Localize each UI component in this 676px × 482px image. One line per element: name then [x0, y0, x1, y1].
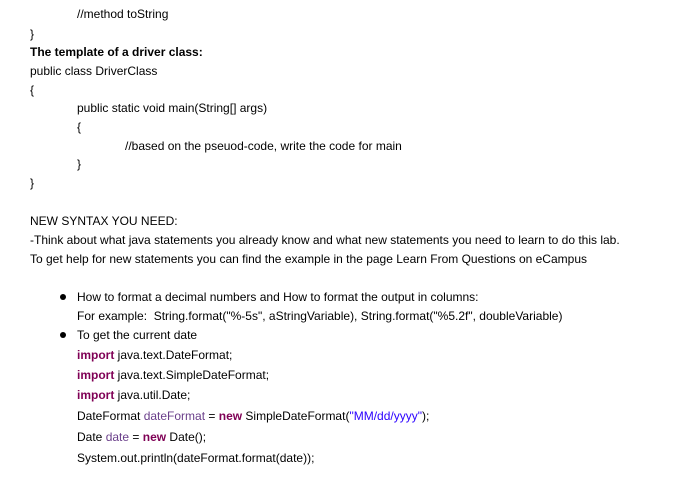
main-close-brace: }: [77, 157, 82, 171]
date-constructor: Date();: [166, 430, 207, 444]
class-close-brace: }: [30, 27, 35, 41]
date-type: Date: [77, 430, 106, 444]
import-date-path: java.util.Date;: [114, 388, 191, 402]
code-import-simpledateformat: [77, 368, 269, 382]
bullet-marker-1: [60, 294, 66, 300]
code-dateformat-assignment: [77, 409, 429, 423]
new-keyword: new: [142, 430, 167, 444]
main-open-brace: {: [77, 120, 82, 134]
driver-class-close-brace: }: [30, 176, 35, 190]
import-simpledateformat-path: java.text.SimpleDateFormat;: [114, 368, 270, 382]
statement-end: );: [421, 409, 430, 423]
bullet-marker-2: [60, 332, 66, 338]
date-variable: date: [105, 430, 130, 444]
date-pattern-string: "MM/dd/yyyy": [349, 409, 422, 423]
code-import-dateformat: [77, 348, 232, 362]
code-import-date: [77, 388, 190, 402]
assign-operator: =: [205, 409, 219, 423]
simpledateformat-constructor: SimpleDateFormat(: [242, 409, 350, 423]
main-body-comment: //based on the pseuod-code, write the code for main: [125, 139, 402, 153]
new-keyword: new: [218, 409, 243, 423]
dateformat-type: DateFormat: [77, 409, 144, 423]
dateformat-variable: dateFormat: [143, 409, 206, 423]
bullet-item-format-example: For example: String.format("%-5s", aStringVariable), String.format("%5.2f", doubleVariable): [77, 309, 563, 323]
driver-class-open-brace: {: [30, 83, 35, 97]
bullet-item-format-title: How to format a decimal numbers and How to format the output in columns:: [77, 290, 479, 304]
driver-class-declaration: public class DriverClass: [30, 64, 158, 78]
import-keyword: import: [77, 348, 115, 362]
new-syntax-paragraph-line1: -Think about what java statements you already know and what new statements you need to learn to do this lab.: [30, 233, 620, 247]
main-method-declaration: public static void main(String[] args): [77, 101, 268, 115]
import-keyword: import: [77, 368, 115, 382]
assign-operator: =: [129, 430, 143, 444]
code-date-assignment: [77, 430, 206, 444]
code-println-date: System.out.println(dateFormat.format(date));: [77, 451, 315, 465]
new-syntax-heading: NEW SYNTAX YOU NEED:: [30, 214, 178, 228]
import-keyword: import: [77, 388, 115, 402]
driver-template-heading: The template of a driver class:: [30, 45, 203, 59]
bullet-item-date-title: To get the current date: [77, 328, 198, 342]
import-dateformat-path: java.text.DateFormat;: [114, 348, 233, 362]
method-tostring-comment: //method toString: [77, 7, 169, 21]
new-syntax-paragraph-line2: To get help for new statements you can find the example in the page Learn From Questions on eCampus: [30, 252, 587, 266]
